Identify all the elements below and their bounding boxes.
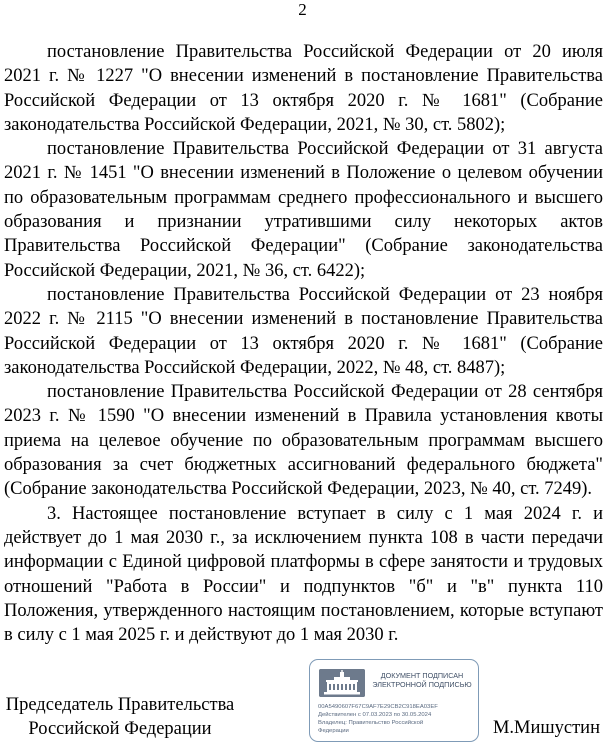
- signatory-position: [4, 693, 236, 741]
- stamp-owner-line-2: Федерации: [318, 728, 349, 734]
- paragraph-effective-date: 3. Настоящее постановление вступает в силу с 1 мая 2024 г. и действует до 1 мая 2030 г., за исключением пункта 108 в части передачи информации с Единой цифровой платформы в сфере занятости и трудовых отношений "Работа в России" и подпунктов "б" и "в" пункта 110 Положения, утвержденного настоящим постановлением, которые вступают в силу с 1 мая 2025 г. и действуют до 1 мая 2030 г.: [4, 503, 603, 646]
- paragraph-resolution-2115: постановление Правительства Российской Федерации от 23 ноября 2022 г. № 2115 "О внесении изменений в постановление Правительства Российской Федерации от 13 октября 2020 г. № 1681" (Собрание законодательства Российской Федерации, 2022, № 48, ст. 8487);: [4, 284, 603, 378]
- stamp-validity: Действителен с 07.03.2023 по 30.05.2024: [318, 712, 432, 718]
- electronic-signature-stamp: [309, 659, 479, 742]
- stamp-details: [318, 703, 476, 735]
- paragraph-resolution-1590: постановление Правительства Российской Федерации от 28 сентября 2023 г. № 1590 "О внесении изменений в Правила установления квоты приема на целевое обучение по образовательным программам высшего образования за счет бюджетных ассигнований федерального бюджета" (Собрание законодательства Российской Федерации, 2023, № 40, ст. 7249).: [4, 382, 603, 500]
- stamp-certificate: 00A5490607F67C9AF7E29CB2C918EA03EF: [318, 704, 438, 710]
- stamp-owner-line-1: Владелец: Правительство Российской: [318, 720, 424, 726]
- stamp-title: [368, 671, 476, 689]
- page-number: 2: [298, 0, 307, 19]
- government-building-icon: [319, 669, 365, 697]
- stamp-title-line-1: ДОКУМЕНТ ПОДПИСАН: [380, 671, 464, 680]
- document-body: [4, 40, 603, 647]
- paragraph-resolution-1451: постановление Правительства Российской Федерации от 31 августа 2021 г. № 1451 "О внесении изменений в Положение о целевом обучении по образовательным программам среднего профессионального и высшего образования и признании утратившими силу некоторых актов Правительства Российской Федерации" (Собрание законодательства Российской Федерации, 2021, № 36, ст. 6422);: [4, 139, 603, 281]
- signatory-position-line-1: Председатель Правительства: [5, 695, 235, 715]
- stamp-title-line-2: ЭЛЕКТРОННОЙ ПОДПИСЬЮ: [372, 680, 472, 689]
- signatory-name: М.Мишустин: [492, 718, 600, 738]
- paragraph-resolution-1227: постановление Правительства Российской Федерации от 20 июля 2021 г. № 1227 "О внесении изменений в постановление Правительства Российской Федерации от 13 октября 2020 г. № 1681" (Собрание законодательства Российской Федерации, 2021, № 30, ст. 5802);: [4, 42, 603, 135]
- signatory-position-line-2: Российской Федерации: [28, 719, 212, 739]
